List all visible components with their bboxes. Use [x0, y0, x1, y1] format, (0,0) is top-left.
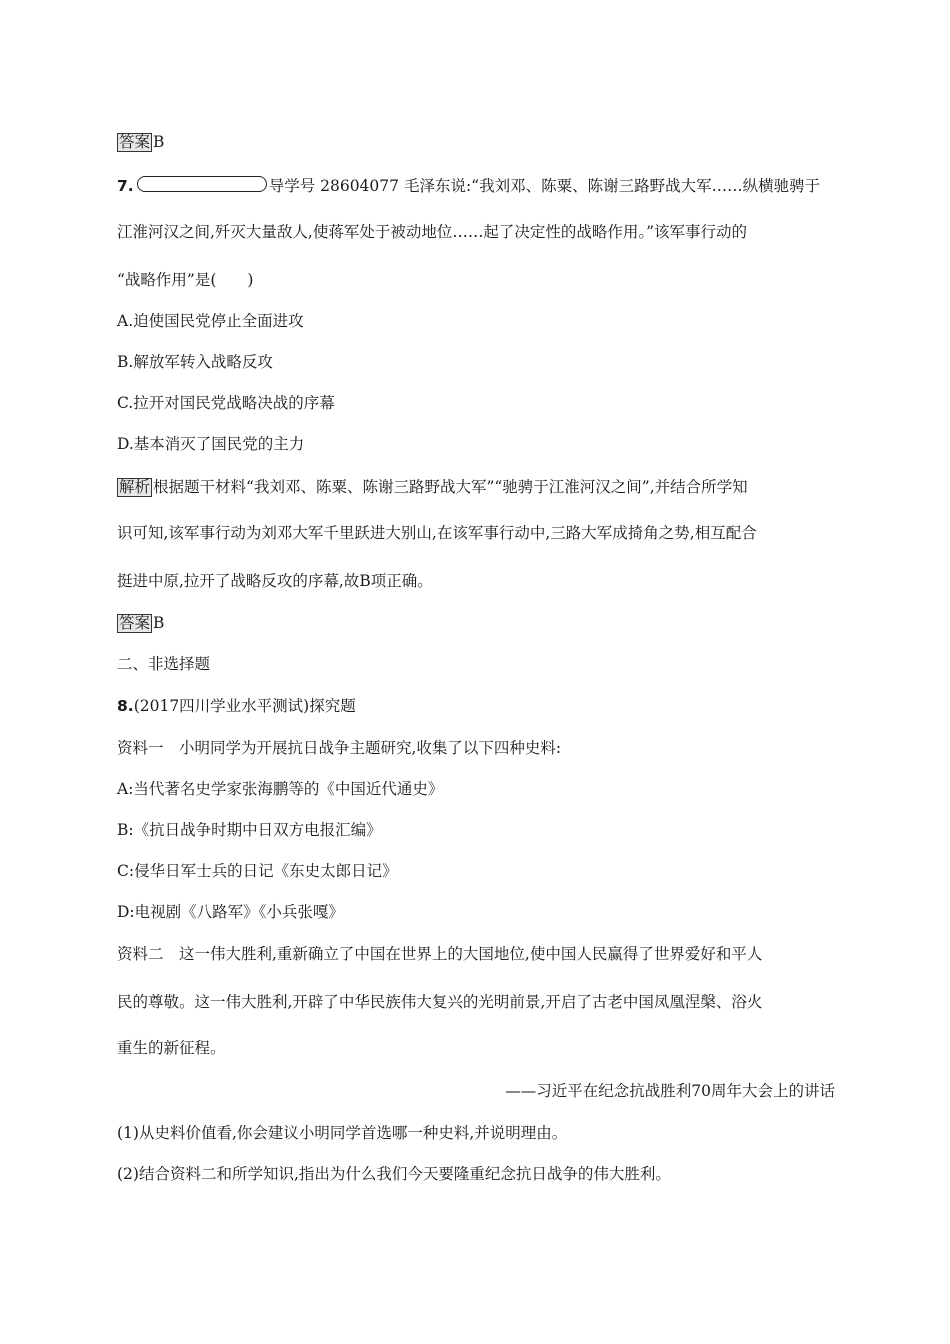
answer-tag: 答案: [119, 614, 151, 632]
analysis-line-2: 识可知,该军事行动为刘邓大军千里跃进大别山,在该军事行动中,三路大军成掎角之势,相互配合: [117, 524, 757, 542]
option-c: C.拉开对国民党战略决战的序幕: [117, 394, 335, 412]
answer-value: B: [153, 614, 165, 632]
analysis-line-1: [117, 477, 748, 497]
material-item-a: A:当代著名史学家张海鹏等的《中国近代通史》: [117, 780, 444, 798]
material-2-line-2: 民的尊敬。这一伟大胜利,开辟了中华民族伟大复兴的光明前景,开启了古老中国凤凰涅槃、浴火: [117, 993, 763, 1011]
question-8-heading: [117, 696, 356, 716]
material-2-line-3: 重生的新征程。: [117, 1039, 226, 1057]
stem-text: 毛泽东说:“我刘邓、陈粟、陈谢三路野战大军……纵横驰骋于: [403, 177, 821, 195]
question-7-stem-line-3: “战略作用”是( ): [117, 271, 254, 289]
question-heading: (2017四川学业水平测试)探究题: [133, 697, 356, 715]
question-number: 8.: [117, 697, 134, 715]
option-b: B.解放军转入战略反攻: [117, 353, 273, 371]
question-number: 7.: [117, 177, 134, 195]
sub-question-1: (1)从史料价值看,你会建议小明同学首选哪一种史料,并说明理由。: [117, 1124, 568, 1142]
material-1-intro: 资料一 小明同学为开展抗日战争主题研究,收集了以下四种史料:: [117, 739, 562, 757]
material-2-line-1: 资料二 这一伟大胜利,重新确立了中国在世界上的大国地位,使中国人民赢得了世界爱好和平人: [117, 945, 763, 963]
question-7-stem-line-1: [117, 176, 820, 196]
answer-line: [117, 132, 164, 152]
answer-line-7: [117, 613, 164, 633]
analysis-text: 根据题干材料“我刘邓、陈粟、陈谢三路野战大军”“驰骋于江淮河汉之间”,并结合所学知: [153, 478, 748, 496]
guide-pill-icon: [137, 176, 267, 192]
sub-question-2: (2)结合资料二和所学知识,指出为什么我们今天要隆重纪念抗日战争的伟大胜利。: [117, 1165, 671, 1183]
section-heading: 二、非选择题: [117, 655, 211, 673]
option-a: A.迫使国民党停止全面进攻: [117, 312, 304, 330]
material-item-b: B:《抗日战争时期中日双方电报汇编》: [117, 821, 382, 839]
analysis-tag: 解析: [119, 478, 151, 496]
analysis-line-3: 挺进中原,拉开了战略反攻的序幕,故B项正确。: [117, 572, 433, 590]
material-item-c: C:侵华日军士兵的日记《东史太郎日记》: [117, 862, 398, 880]
answer-value: B: [153, 133, 165, 151]
quote-source: ——习近平在纪念抗战胜利70周年大会上的讲话: [505, 1082, 835, 1100]
guide-number: 导学号 28604077: [268, 177, 400, 195]
answer-tag: 答案: [119, 133, 151, 151]
option-d: D.基本消灭了国民党的主力: [117, 435, 305, 453]
material-item-d: D:电视剧《八路军》《小兵张嘎》: [117, 903, 344, 921]
question-7-stem-line-2: 江淮河汉之间,歼灭大量敌人,使蒋军处于被动地位……起了决定性的战略作用。”该军事行动的: [117, 223, 748, 241]
